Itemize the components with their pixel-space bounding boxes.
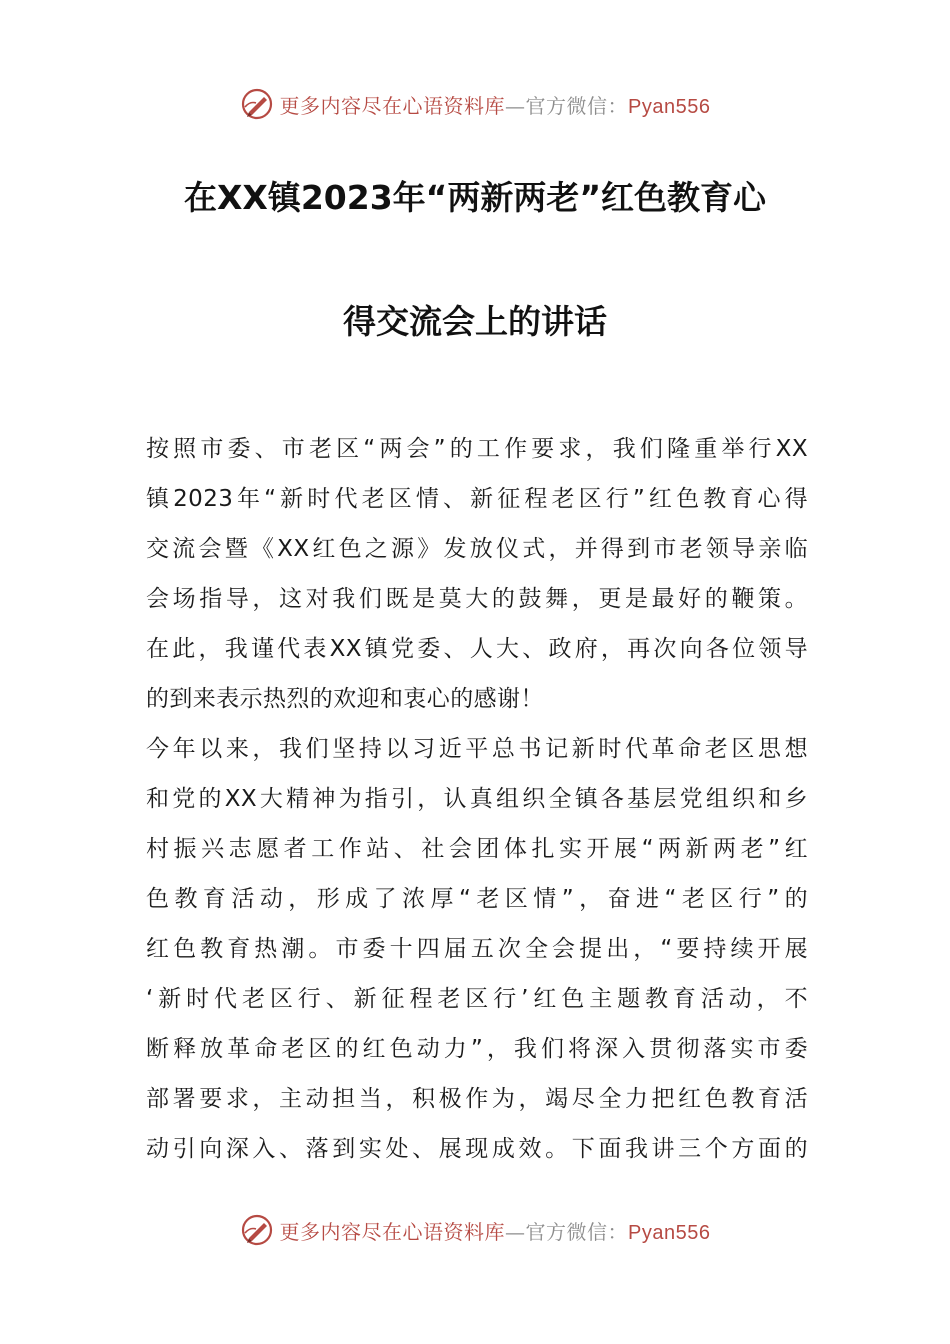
body-line: 今年以来，我们坚持以习近平总书记新时代革命老区思想 — [146, 736, 808, 762]
document-title-line-2: 得交流会上的讲话 — [343, 302, 607, 341]
body-line: 动引向深入、落到实处、展现成效。下面我讲三个方面的 — [146, 1136, 808, 1162]
body-line: ‘新时代老区行、新征程老区行’红色主题教育活动，不 — [146, 986, 808, 1012]
body-line: 的到来表示热烈的欢迎和衷心的感谢！ — [146, 686, 544, 712]
body-line: 色教育活动，形成了浓厚“老区情”，奋进“老区行”的 — [146, 886, 808, 912]
body-line: 村振兴志愿者工作站、社会团体扎实开展“两新两老”红 — [146, 836, 808, 862]
body-line: 部署要求，主动担当，积极作为，竭尽全力把红色教育活 — [146, 1086, 808, 1112]
body-line: 交流会暨《XX红色之源》发放仪式，并得到市老领导亲临 — [146, 536, 808, 562]
watermark-text: 更多内容尽在心语资料库—官方微信：Pyan556 — [279, 1219, 711, 1244]
body-line: 按照市委、市老区“两会”的工作要求，我们隆重举行XX — [146, 436, 808, 462]
body-line: 镇2023年“新时代老区情、新征程老区行”红色教育心得 — [146, 486, 808, 512]
body-line: 和党的XX大精神为指引，认真组织全镇各基层党组织和乡 — [146, 786, 808, 812]
body-line: 红色教育热潮。市委十四届五次全会提出，“要持续开展 — [146, 936, 808, 962]
body-line: 会场指导，这对我们既是莫大的鼓舞，更是最好的鞭策。 — [146, 586, 808, 612]
document-body — [146, 424, 808, 1174]
watermark-header — [0, 84, 950, 124]
body-line: 在此，我谨代表XX镇党委、人大、政府，再次向各位领导 — [146, 636, 808, 662]
watermark-text: 更多内容尽在心语资料库—官方微信：Pyan556 — [279, 93, 711, 118]
pen-logo-icon — [240, 87, 274, 121]
body-line: 断释放革命老区的红色动力”，我们将深入贯彻落实市委 — [146, 1036, 808, 1062]
pen-logo-icon — [240, 1213, 274, 1247]
watermark-footer — [0, 1210, 950, 1250]
document-title-line-1: 在XX镇2023年“两新两老”红色教育心 — [183, 178, 767, 217]
